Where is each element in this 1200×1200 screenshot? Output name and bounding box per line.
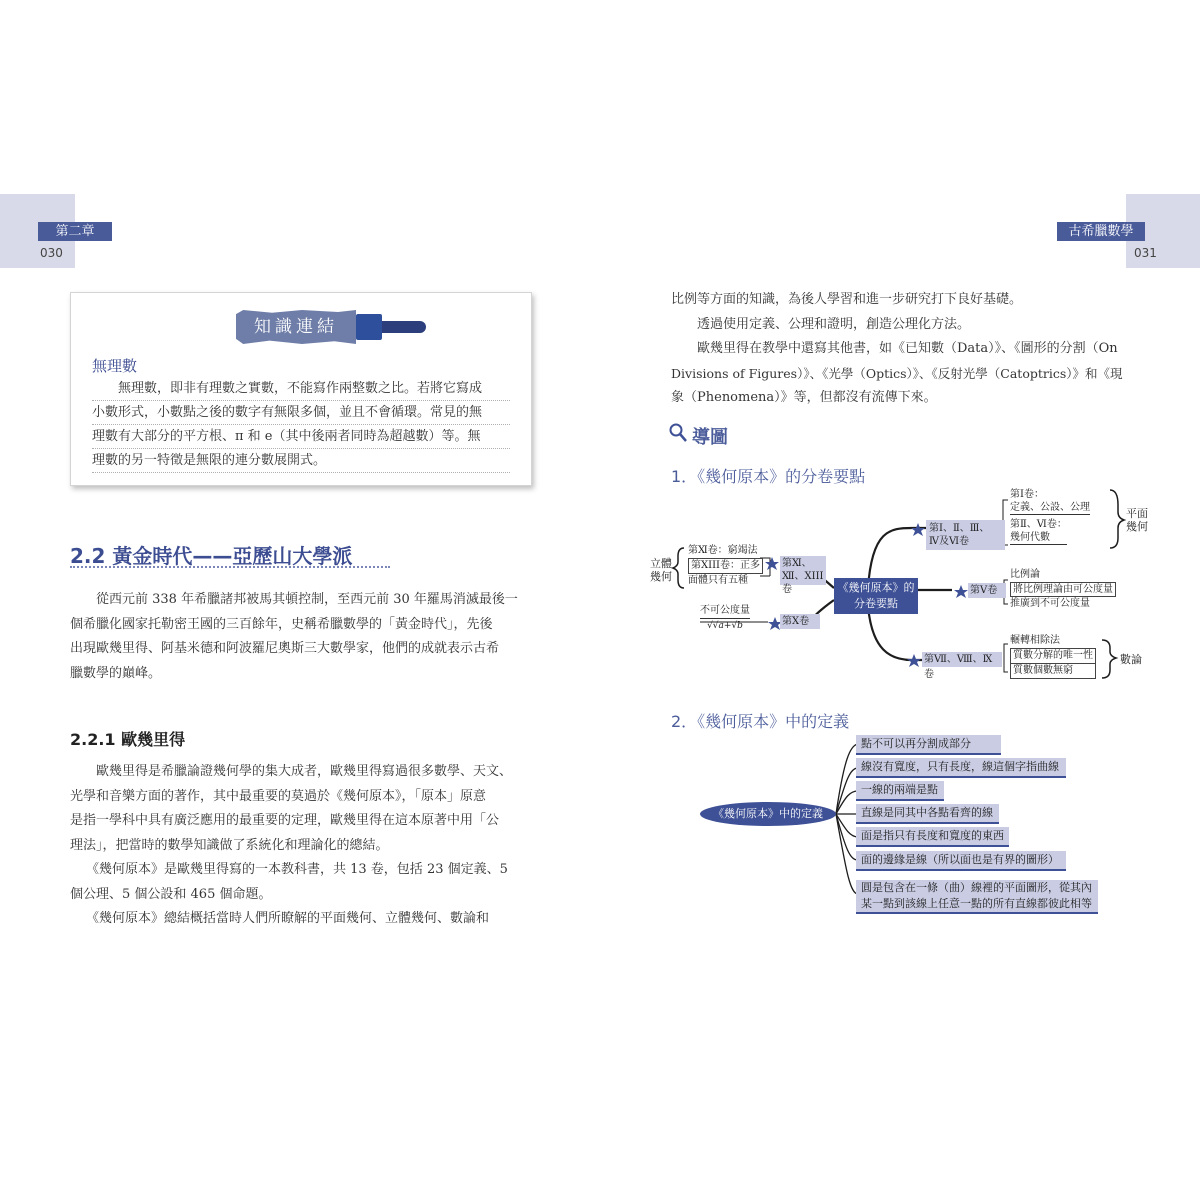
definition-item: 直線是同其中各點看齊的線 bbox=[856, 804, 999, 824]
banner-title: 知識連結 bbox=[254, 317, 338, 337]
knowledge-text-line: 無理數，即非有理數之實數，不能寫作兩整數之比。若將它寫成 bbox=[92, 377, 510, 401]
definition-line: 某一點到該線上任意一點的所有直線都彼此相等 bbox=[861, 897, 1092, 910]
item-text: 不可公度量 bbox=[700, 604, 750, 619]
definition-item: 線沒有寬度，只有長度，線這個字指曲線 bbox=[856, 758, 1066, 778]
right-paragraph bbox=[671, 288, 1123, 411]
text-line: 理法」，把當時的數學知識做了系統化和理論化的總結。 bbox=[70, 837, 389, 853]
node-book-10: 第Ⅹ卷 bbox=[780, 614, 820, 629]
page-number: 030 bbox=[40, 246, 63, 260]
item-text: 推廣到不可公度量 bbox=[1010, 598, 1090, 609]
term-heading: 無理數 bbox=[92, 357, 138, 375]
magnifier-icon bbox=[671, 425, 687, 442]
star-icon bbox=[954, 585, 968, 598]
knowledge-text-line: 理數有大部分的平方根、π 和 e（其中後兩者同時為超越數）等。無 bbox=[92, 425, 510, 449]
item-text: 第XIII卷：正多 bbox=[688, 558, 763, 574]
node-book-7-9: 第Ⅶ、Ⅷ、Ⅸ卷 bbox=[922, 652, 1002, 667]
group-text: 平面 bbox=[1126, 507, 1148, 520]
map1-center-node bbox=[834, 578, 918, 614]
star-icon bbox=[911, 523, 925, 536]
chapter-title: 古希臘數學 bbox=[1057, 222, 1145, 241]
star-icon bbox=[907, 654, 921, 667]
node-book-5: 第Ⅴ卷 bbox=[968, 583, 1006, 598]
definition-line: 圓是包含在一條（曲）線裡的平面圖形，從其內 bbox=[861, 881, 1092, 894]
star-icon bbox=[765, 557, 779, 570]
item-text: 定義、公設、公理 bbox=[1010, 502, 1090, 513]
map2-center-node: 《幾何原本》中的定義 bbox=[700, 802, 836, 826]
center-line: 《幾何原本》的 bbox=[837, 581, 915, 594]
node-label: Ⅳ及Ⅵ卷 bbox=[929, 536, 970, 547]
section-paragraph bbox=[70, 588, 518, 686]
node-book-1-6 bbox=[926, 520, 1005, 550]
subsection-title: 2.2.1 歐幾里得 bbox=[70, 730, 186, 749]
book1-item bbox=[1010, 488, 1090, 515]
group-text: 立體 bbox=[650, 557, 672, 570]
center-line: 分卷要點 bbox=[854, 597, 898, 610]
item-text: 第Ⅱ、Ⅵ卷： bbox=[1010, 519, 1067, 530]
item-text: 比例論 bbox=[1010, 569, 1040, 580]
definition-item: 面是指只有長度和寬度的東西 bbox=[856, 827, 1009, 847]
text-line: 比例等方面的知識，為後人學習和進一步研究打下良好基礎。 bbox=[671, 292, 1023, 307]
group-text: 幾何 bbox=[650, 570, 672, 583]
book2-6-item bbox=[1010, 518, 1067, 545]
paint-brush-icon bbox=[356, 314, 382, 340]
item-text: 質數分解的唯一性 bbox=[1010, 648, 1096, 664]
definition-item: 面的邊緣是線（所以面也是有界的圖形） bbox=[856, 851, 1066, 871]
item-text: 第Ⅰ卷： bbox=[1010, 489, 1044, 500]
text-line: 歐幾里得在教學中還寫其他書，如《已知數（Data）》、《圖形的分割（On bbox=[697, 341, 1118, 356]
book11-13-items bbox=[688, 544, 763, 588]
item-text: 輾轉相除法 bbox=[1010, 635, 1060, 646]
chapter-label: 第二章 bbox=[38, 222, 112, 241]
group-number-theory: 數論 bbox=[1120, 653, 1142, 666]
text-line: 透過使用定義、公理和證明，創造公理化方法。 bbox=[697, 316, 971, 332]
text-line: 《幾何原本》是歐幾里得寫的一本教科書，共 13 卷，包括 23 個定義、5 bbox=[86, 862, 508, 877]
definition-item: 一線的兩端是點 bbox=[856, 781, 944, 801]
node-label: 第Ⅺ、 bbox=[782, 558, 812, 569]
map2-title: 2．《幾何原本》中的定義 bbox=[671, 712, 850, 731]
text-line: 歐幾里得是希臘論證幾何學的集大成者，歐幾里得寫過很多數學、天文、 bbox=[96, 764, 513, 779]
guide-heading: 導圖 bbox=[692, 427, 728, 448]
node-book-11-13 bbox=[780, 556, 826, 595]
definition-item: 點不可以再分割成部分 bbox=[856, 735, 1001, 755]
book5-items bbox=[1010, 568, 1116, 611]
item-text: 將比例理論由可公度量 bbox=[1010, 582, 1116, 598]
item-text: 幾何代數 bbox=[1010, 531, 1067, 545]
text-line: 是指一學科中具有廣泛應用的最重要的定理，歐幾里得在這本原著中用「公 bbox=[70, 813, 500, 828]
group-plane-geometry bbox=[1126, 507, 1148, 533]
text-line: 從西元前 338 年希臘諸邦被馬其頓控制，至西元前 30 年羅馬消滅最後一 bbox=[96, 592, 518, 607]
knowledge-text-line: 理數的另一特徵是無限的連分數展開式。 bbox=[92, 449, 510, 473]
text-line: 《幾何原本》總結概括當時人們所瞭解的平面幾何、立體幾何、數論和 bbox=[86, 911, 490, 926]
page-number: 031 bbox=[1134, 246, 1157, 260]
item-text: 質數個數無窮 bbox=[1010, 664, 1096, 679]
book7-9-items bbox=[1010, 634, 1096, 679]
definition-item bbox=[856, 880, 1098, 914]
text-line: 臘數學的巔峰。 bbox=[70, 665, 162, 681]
group-text: 幾何 bbox=[1126, 520, 1148, 533]
section-title: 2.2 黃金時代——亞歷山大學派 bbox=[70, 544, 353, 568]
node-label: 第Ⅰ、Ⅱ、Ⅲ、 bbox=[929, 523, 990, 534]
text-line: 個希臘化國家托勒密王國的三百餘年，史稱希臘數學的「黃金時代」，先後 bbox=[70, 616, 493, 632]
map1-title: 1．《幾何原本》的分卷要點 bbox=[671, 467, 866, 486]
knowledge-text-line: 小數形式，小數點之後的數字有無限多個，並且不會循環。常見的無 bbox=[92, 401, 510, 425]
section-underline bbox=[70, 566, 390, 568]
item-text: 面體只有五種 bbox=[688, 575, 748, 586]
text-line: 光學和音樂方面的著作，其中最重要的莫過於《幾何原本》，「原本」原意 bbox=[70, 788, 487, 804]
brush-handle bbox=[382, 321, 426, 333]
text-line: 出現歐幾里得、阿基米德和阿波羅尼奧斯三大數學家，他們的成就表示古希 bbox=[70, 641, 500, 656]
book10-items bbox=[700, 604, 750, 633]
text-line: 個公理、5 個公設和 465 個命題。 bbox=[70, 886, 272, 902]
text-line: 象（Phenomena）》等，但都沒有流傳下來。 bbox=[671, 390, 937, 405]
subsection-paragraph bbox=[70, 760, 512, 932]
group-solid-geometry bbox=[650, 557, 672, 583]
text-line: Divisions of Figures）》、《光學（Optics）》、《反射光學（Catoptrics）》和《現 bbox=[671, 365, 1123, 381]
sqrt-formula: √√a+√b bbox=[707, 621, 743, 631]
node-label: Ⅻ、XIII 卷 bbox=[782, 571, 824, 595]
item-text: 第Ⅺ卷：窮竭法 bbox=[688, 545, 758, 556]
